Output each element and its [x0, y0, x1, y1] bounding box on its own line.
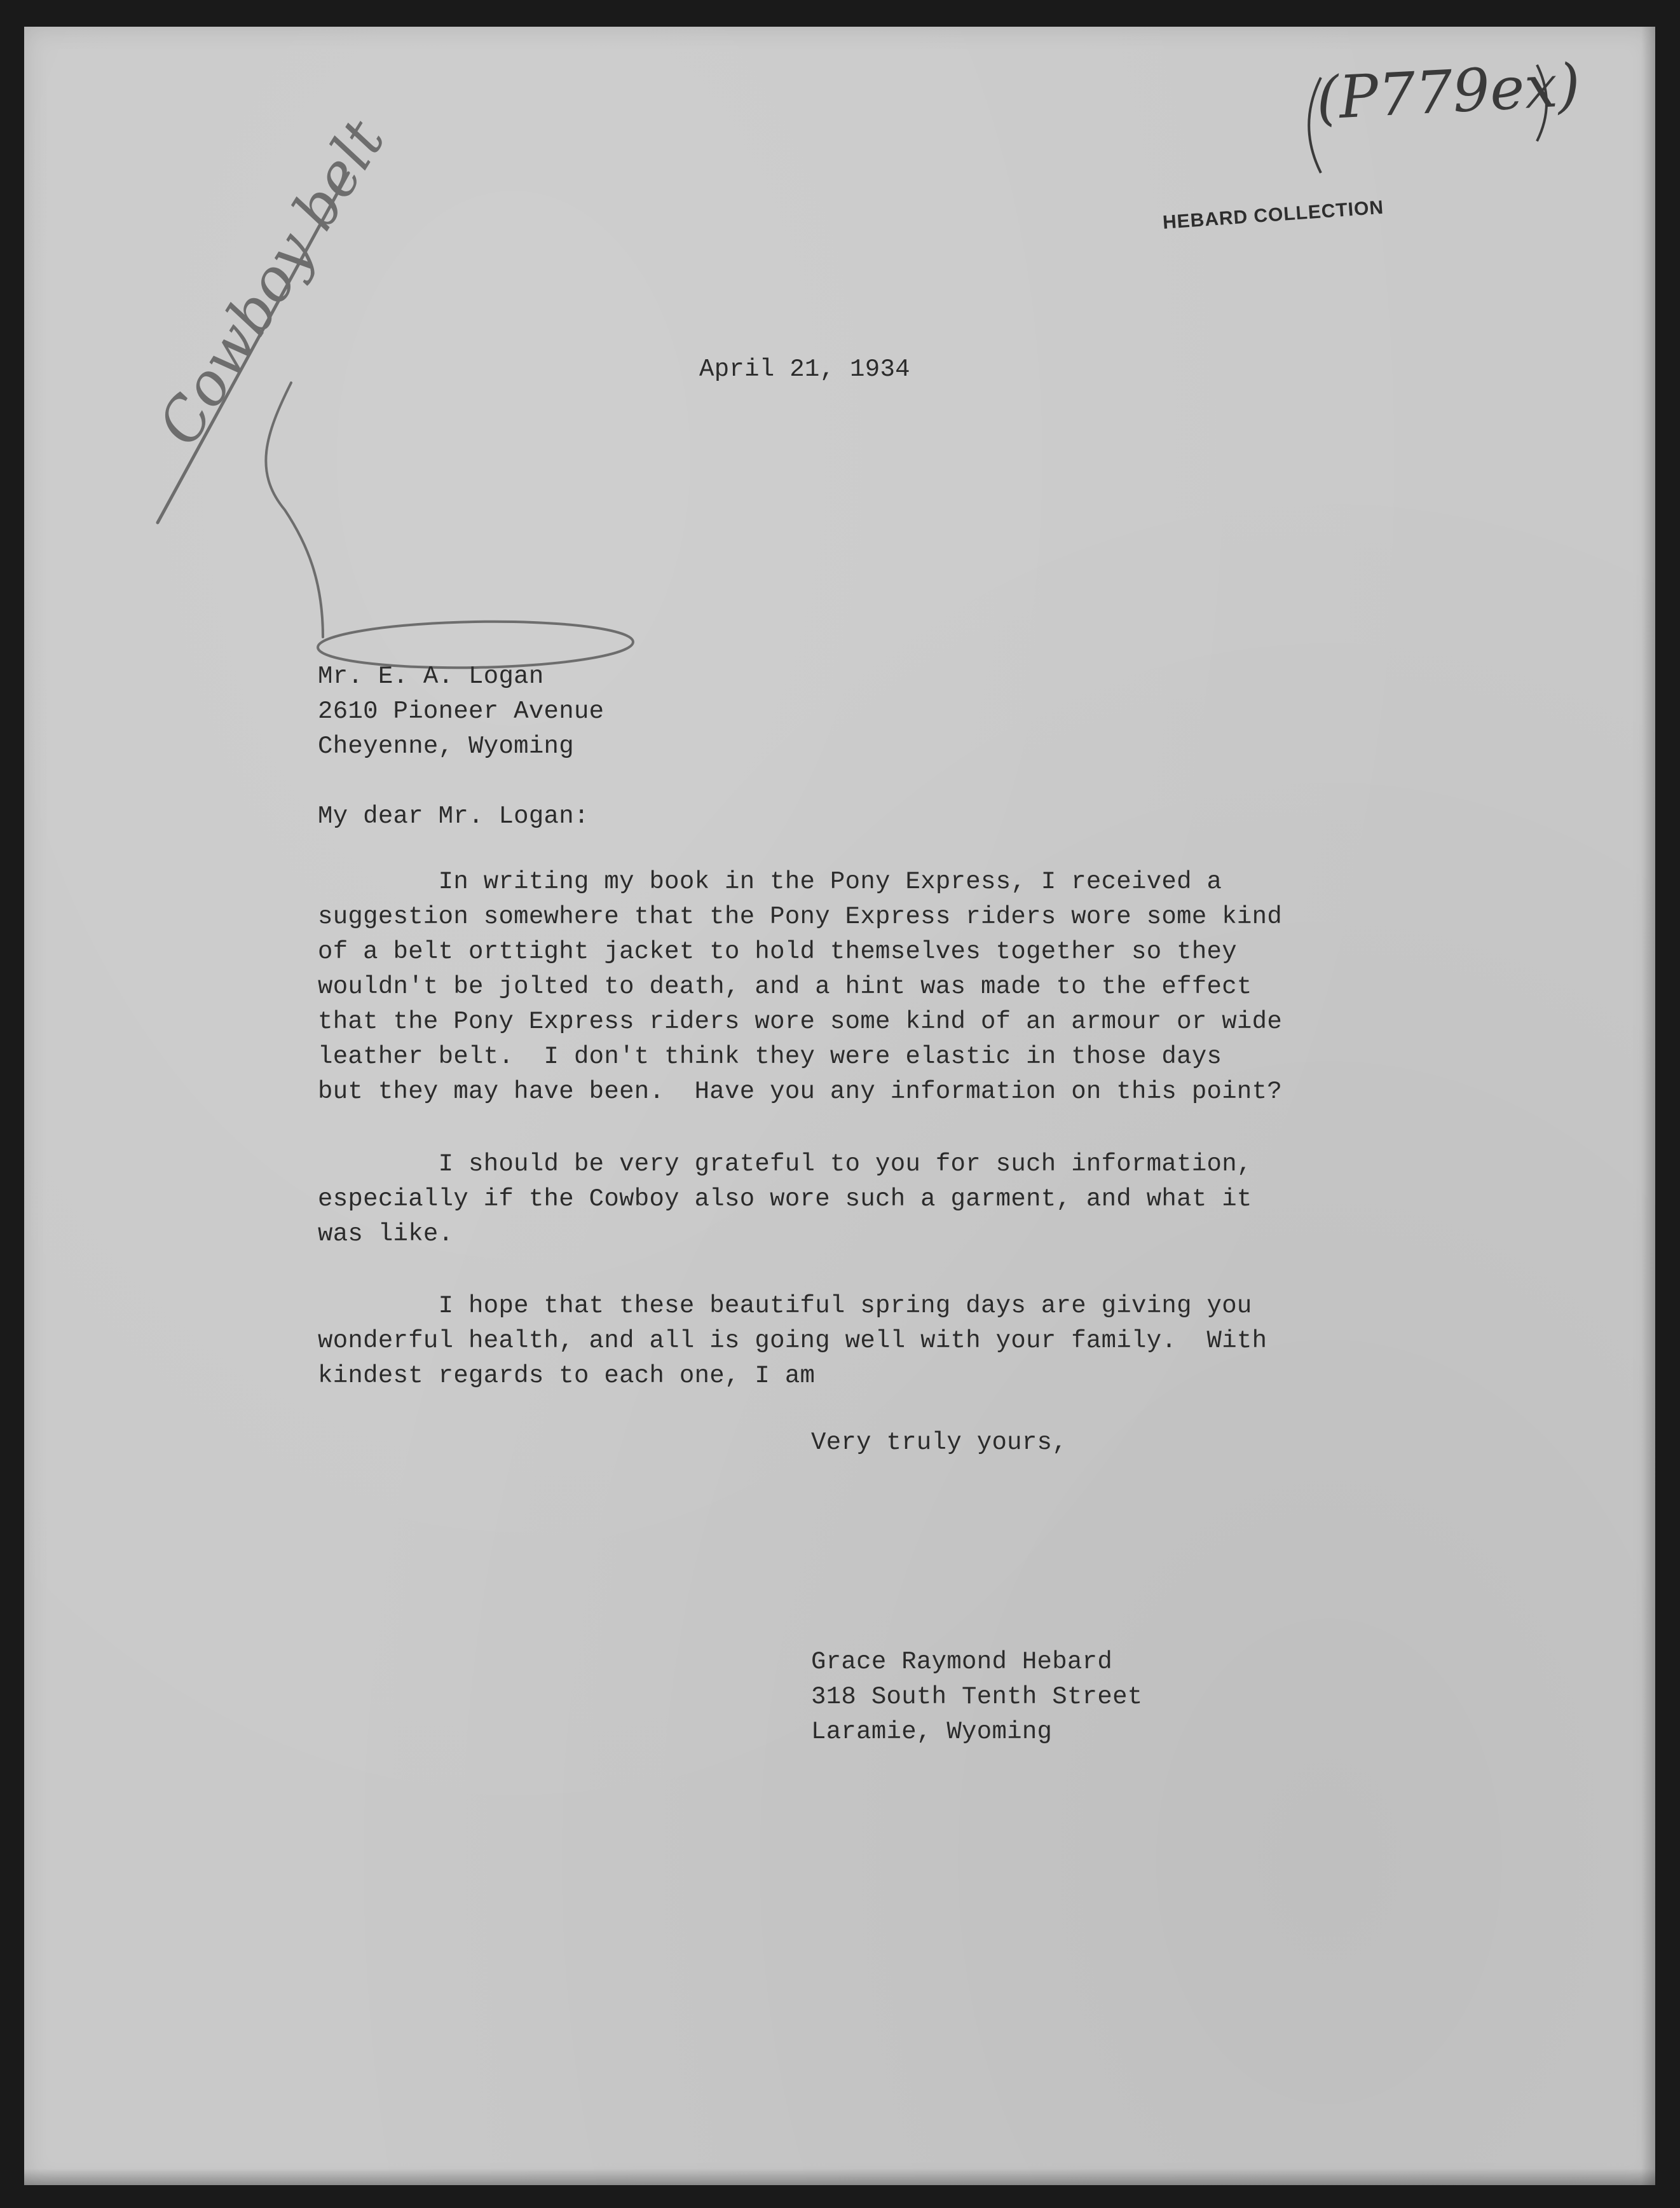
paragraph-line: suggestion somewhere that the Pony Express riders wore some kind	[318, 903, 1283, 931]
recipient-name: Mr. E. A. Logan	[318, 662, 544, 690]
sender-city: Laramie, Wyoming	[811, 1718, 1053, 1746]
salutation: My dear Mr. Logan:	[318, 802, 589, 830]
paragraph-line: wouldn't be jolted to death, and a hint was made to the effect	[318, 973, 1252, 1001]
pencil-note: Cowboy belt	[145, 108, 398, 457]
recipient-street: 2610 Pioneer Avenue	[318, 697, 604, 725]
paragraph-line: In writing my book in the Pony Express, I received a	[318, 868, 1222, 896]
catalog-number: (P779ex)	[1315, 51, 1582, 133]
letter-date: April 21, 1934	[699, 355, 910, 383]
paragraph-line: but they may have been. Have you any information on this point?	[318, 1078, 1283, 1106]
paragraph-line: of a belt orttight jacket to hold themselves together so they	[318, 938, 1237, 966]
paragraph-line: especially if the Cowboy also wore such a garment, and what it	[318, 1185, 1252, 1213]
collection-stamp: HEBARD COLLECTION	[1162, 196, 1385, 233]
page-bottom-shadow	[24, 2169, 1655, 2185]
paragraph-line: wonderful health, and all is going well with your family. With	[318, 1327, 1267, 1355]
pencil-guide-line	[266, 383, 323, 637]
paragraph-line: was like.	[318, 1220, 454, 1248]
paragraph-line: I hope that these beautiful spring days are giving you	[318, 1292, 1252, 1320]
recipient-city: Cheyenne, Wyoming	[318, 732, 574, 760]
letter-page	[24, 27, 1655, 2185]
paragraph-line: I should be very grateful to you for such information,	[318, 1150, 1252, 1178]
sender-street: 318 South Tenth Street	[811, 1683, 1143, 1711]
paragraph-line: that the Pony Express riders wore some kind of an armour or wide	[318, 1008, 1283, 1036]
page-edge-shadow	[1641, 27, 1655, 2185]
sender-name: Grace Raymond Hebard	[811, 1648, 1113, 1676]
paragraph-line: leather belt. I don't think they were elastic in those days	[318, 1043, 1222, 1071]
paragraph-line: kindest regards to each one, I am	[318, 1362, 816, 1390]
closing: Very truly yours,	[811, 1429, 1067, 1457]
